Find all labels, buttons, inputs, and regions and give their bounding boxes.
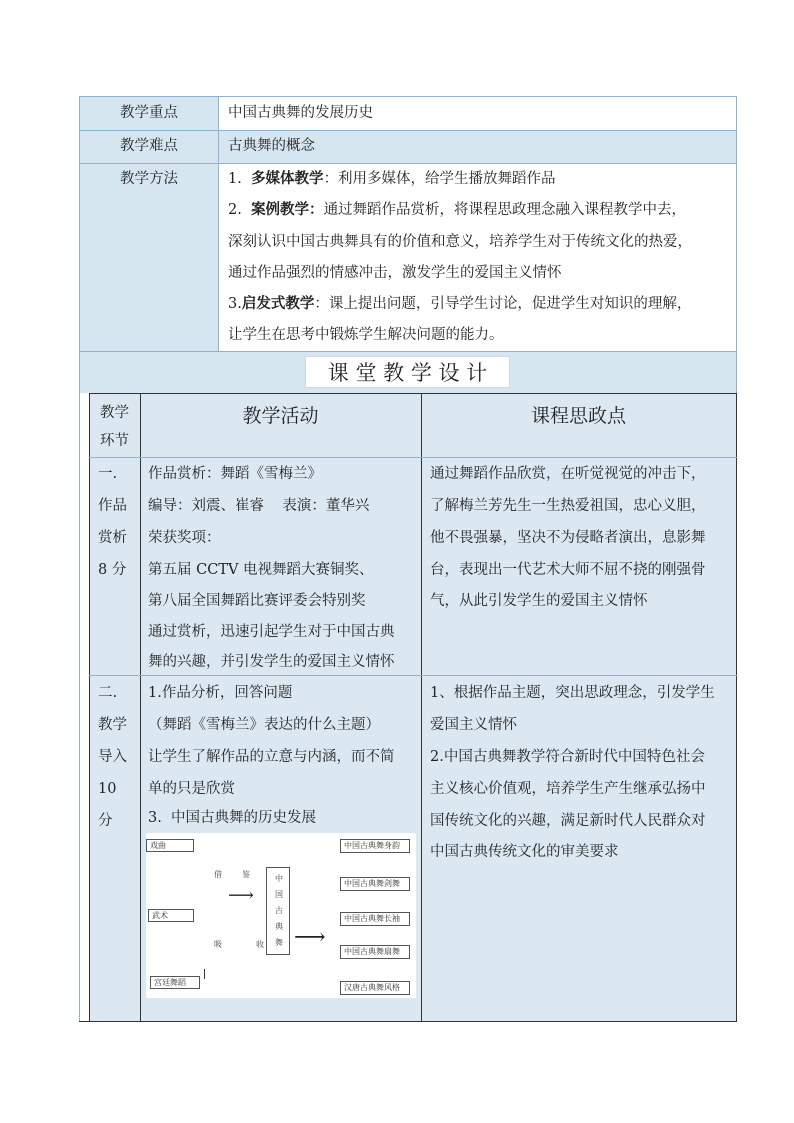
ideology-line: 通过舞蹈作品欣赏，在听觉视觉的冲击下，	[430, 466, 706, 482]
header-segment-line1: 教学	[100, 405, 129, 421]
focus-value: 中国古典舞的发展历史	[228, 105, 373, 121]
diagram-left-box: 宫廷舞蹈	[150, 976, 200, 989]
difficulty-value: 古典舞的概念	[228, 138, 315, 154]
diagram-right-box: 中国古典舞身韵	[340, 839, 410, 853]
activity-line: 编导：刘震、崔睿 表演：董华兴	[148, 498, 370, 514]
segment-text: 赏析	[98, 530, 127, 546]
segment-text: 分	[98, 813, 113, 829]
ideology-line: 爱国主义情怀	[430, 717, 517, 733]
difficulty-label: 教学难点	[120, 138, 178, 154]
activity-line: 作品赏析：舞蹈《雪梅兰》	[148, 466, 322, 482]
method-line-6: 让学生在思考中锻炼学生解决问题的能力。	[228, 327, 504, 343]
method-line-4: 通过作品强烈的情感冲击，激发学生的爱国主义情怀	[228, 265, 562, 281]
activity-line: 通过赏析，迅速引起学生对于中国古典	[148, 624, 395, 640]
segment-text: 一.	[98, 466, 118, 482]
diagram-label: 鉴	[242, 870, 250, 879]
ideology-line: 主义核心价值观，培养学生产生继承弘扬中	[430, 781, 706, 797]
activity-line: 让学生了解作品的立意与内涵，而不简	[148, 749, 395, 765]
diagram-right-box: 中国古典舞扇舞	[340, 945, 410, 959]
ideology-line: 台，表现出一代艺术大师不屈不挠的刚强骨	[430, 562, 706, 578]
segment-text: 教学	[98, 717, 127, 733]
diagram-left-box: 戏曲	[146, 839, 194, 852]
diagram-center-box	[266, 867, 290, 955]
ideology-line: 了解梅兰芳先生一生热爱祖国，忠心义胆，	[430, 498, 706, 514]
diagram-center-char: 古	[275, 906, 283, 915]
ideology-line: 国传统文化的兴趣，满足新时代人民群众对	[430, 813, 706, 829]
focus-label: 教学重点	[120, 105, 178, 121]
diagram-tick	[204, 969, 205, 979]
segment-text: 8 分	[98, 562, 127, 578]
header-ideology: 课程思政点	[530, 405, 626, 427]
ideology-line: 他不畏强暴，坚决不为侵略者演出，息影舞	[430, 530, 706, 546]
ideology-line: 中国古典传统文化的审美要求	[430, 844, 619, 860]
diagram-label: 借	[214, 870, 222, 879]
history-diagram	[146, 833, 416, 998]
label-cell-methods	[79, 163, 219, 351]
method-line-3: 深刻认识中国古典舞具有的价值和意义，培养学生对于传统文化的热爱，	[228, 234, 692, 250]
diagram-right-box: 中国古典舞剑舞	[340, 877, 410, 891]
value-cell-methods	[219, 163, 736, 351]
activity-line: 1.作品分析，回答问题	[148, 685, 293, 701]
diagram-center-char: 中	[275, 874, 283, 883]
ideology-line: 2.中国古典舞教学符合新时代中国特色社会	[430, 749, 705, 765]
diagram-center-char: 舞	[275, 938, 283, 947]
diagram-center-char: 国	[275, 890, 283, 899]
activity-line: （舞蹈《雪梅兰》表达的什么主题）	[148, 717, 380, 733]
segment-text: 二.	[98, 685, 118, 701]
activity-line: 荣获奖项：	[148, 530, 221, 546]
segment-text: 作品	[98, 498, 127, 514]
arrow-right-icon: ⟶	[228, 885, 254, 906]
ideology-line: 1、根据作品主题，突出思政理念，引发学生	[430, 685, 715, 701]
ideology-line: 气，从此引发学生的爱国主义情怀	[430, 593, 648, 609]
diagram-right-box: 中国古典舞长袖	[340, 912, 410, 926]
method-line-5: 3.启发式教学：课上提出问题，引导学生讨论，促进学生对知识的理解，	[228, 295, 692, 312]
diagram-label: 吸	[214, 940, 222, 949]
segment-text: 导入	[98, 749, 127, 765]
activity-line: 舞的兴趣，并引发学生的爱国主义情怀	[148, 654, 395, 670]
method-line-2: 2. 案例教学：通过舞蹈作品赏析，将课程思政理念融入课程教学中去，	[228, 201, 687, 218]
diagram-left-box: 武术	[148, 909, 194, 922]
banner-title: 课 堂 教 学 设 计	[327, 361, 488, 385]
header-segment-line2: 环节	[100, 433, 129, 449]
segment-text: 10	[98, 781, 117, 797]
methods-label: 教学方法	[120, 171, 178, 187]
diagram-right-box: 汉唐古典舞风格	[340, 981, 410, 995]
activity-line: 3. 中国古典舞的历史发展	[148, 810, 317, 826]
method-line-1: 1. 多媒体教学：利用多媒体，给学生播放舞蹈作品	[228, 170, 556, 187]
activity-line: 第五届 CCTV 电视舞蹈大赛铜奖、	[148, 562, 374, 578]
arrow-right-icon: ⟶	[294, 925, 326, 950]
activity-line: 单的只是欣赏	[148, 781, 235, 797]
diagram-center-char: 典	[275, 922, 283, 931]
header-activity: 教学活动	[242, 405, 319, 427]
diagram-label: 收	[256, 940, 264, 949]
activity-line: 第八届全国舞蹈比赛评委会特别奖	[148, 593, 366, 609]
